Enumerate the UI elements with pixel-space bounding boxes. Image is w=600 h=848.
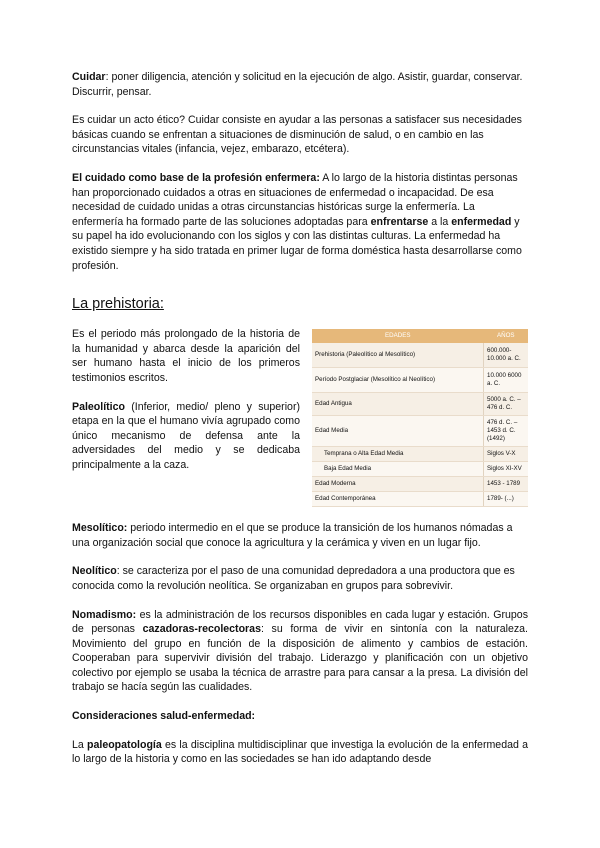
- document-page: [72, 70, 528, 767]
- paragraph-paleopatologia: La paleopatología es la disciplina multidisciplinar que investiga la evolución de la enfermedad a lo largo de la historia y como en las sociedades se han ido adaptando desde: [72, 738, 528, 766]
- paragraph-cuidar: Cuidar: poner diligencia, atención y solicitud en la ejecución de algo. Asistir, guardar, conservar. Discurrir, pensar.: [72, 71, 523, 98]
- table-row: Baja Edad Media Siglos XI-XV: [312, 462, 528, 477]
- eras-table-container: [312, 329, 528, 507]
- table-row: Período Postglaciar (Mesolítico al Neolítico) 10.000 6000 a. C.: [312, 368, 528, 393]
- term-paleopatologia: paleopatología: [87, 738, 162, 751]
- paragraph-prehistoria-intro: Es el periodo más prolongado de la historia de la humanidad y abarca desde la aparición del ser humano hasta el inicio de los primeros testimonios escritos.: [72, 328, 300, 384]
- paragraph-acto-etico: Es cuidar un acto ético? Cuidar consiste en ayudar a las personas a satisfacer sus necesidades básicas cuando se enfrentan a situaciones de disminución de salud, o en cambio en las circunstancias vitales (infancia, vejez, embarazo, etcétera).: [72, 114, 522, 156]
- table-row: Edad Antigua 5000 a. C. – 476 d. C.: [312, 393, 528, 416]
- table-row: Temprana o Alta Edad Media Siglos V-X: [312, 447, 528, 462]
- paragraph-cuidado-base: El cuidado como base de la profesión enfermera: A lo largo de la historia distintas personas han proporcionado cuidados a otras en situaciones de enfermedad o incapacidad. De esa necesidad de cuidado unidas a otras circunstancias históricas surge la enfermería. La enfermería ha formado parte de las soluciones adoptadas para enfrentarse a la enfermedad y su papel ha ido evolucionando con los siglos y con las distintas culturas. La enfermedad ha existido siempre y ha sido tratada en primer lugar de forma doméstica hasta desarrollarse como profesión.: [72, 171, 522, 272]
- table-row: Edad Contemporánea 1789- (...): [312, 492, 528, 507]
- term-paleolitico: Paleolítico: [72, 400, 125, 413]
- eras-table: [312, 329, 528, 507]
- prehistoria-section: [72, 327, 528, 507]
- table-row: Edad Media 476 d. C. – 1453 d. C. (1492): [312, 416, 528, 447]
- term-neolitico: Neolítico: [72, 565, 117, 578]
- prehistoria-text-column: [72, 327, 300, 472]
- paragraph-paleolitico: Paleolítico (Inferior, medio/ pleno y superior) etapa en la que el humano vivía agrupado como único mecanismo de defensa ante la adversidades del medio y se dedicaba principalmente a la caza.: [72, 400, 300, 471]
- table-row: Prehistoria (Paleolítico al Mesolítico) 600.000-10.000 a. C.: [312, 343, 528, 368]
- paragraph-mesolitico: Mesolítico: periodo intermedio en el que se produce la transición de los humanos nómadas a una organización social que conoce la agricultura y la cerámica y viven en un lugar fijo.: [72, 522, 513, 549]
- heading-consideraciones: Consideraciones salud-enfermedad:: [72, 710, 256, 723]
- term-mesolitico: Mesolítico:: [72, 522, 128, 535]
- paragraph-neolitico: Neolítico: se caracteriza por el paso de una comunidad depredadora a una productora que es conocida como la revolución neolítica. Se organizaban en grupos para sobrevivir.: [72, 565, 515, 592]
- term-cuidar: Cuidar: [72, 71, 106, 83]
- table-header-anos: AÑOS: [484, 329, 529, 343]
- paragraph-nomadismo: Nomadismo: es la administración de los recursos disponibles en cada lugar y estación. Grupos de personas cazadoras-recolectoras: su forma de vivir en sintonía con la naturaleza. Movimiento del grupo en función de la disposición de alimento y cambios de estación. Cooperaban para supervivir división del trabajo. Liderazgo y planificación con un objetivo colectivo por ejemplo se usaba la técnica de arrastre para para cansar a la presa. La división del trabajo se hacía según las cualidades.: [72, 608, 528, 694]
- heading-prehistoria: La prehistoria:: [72, 296, 164, 313]
- table-row: Edad Moderna 1453 - 1789: [312, 477, 528, 492]
- term-nomadismo: Nomadismo:: [72, 608, 137, 621]
- table-header-edades: EDADES: [312, 329, 484, 343]
- term-cuidado-base: El cuidado como base de la profesión enfermera:: [72, 171, 320, 184]
